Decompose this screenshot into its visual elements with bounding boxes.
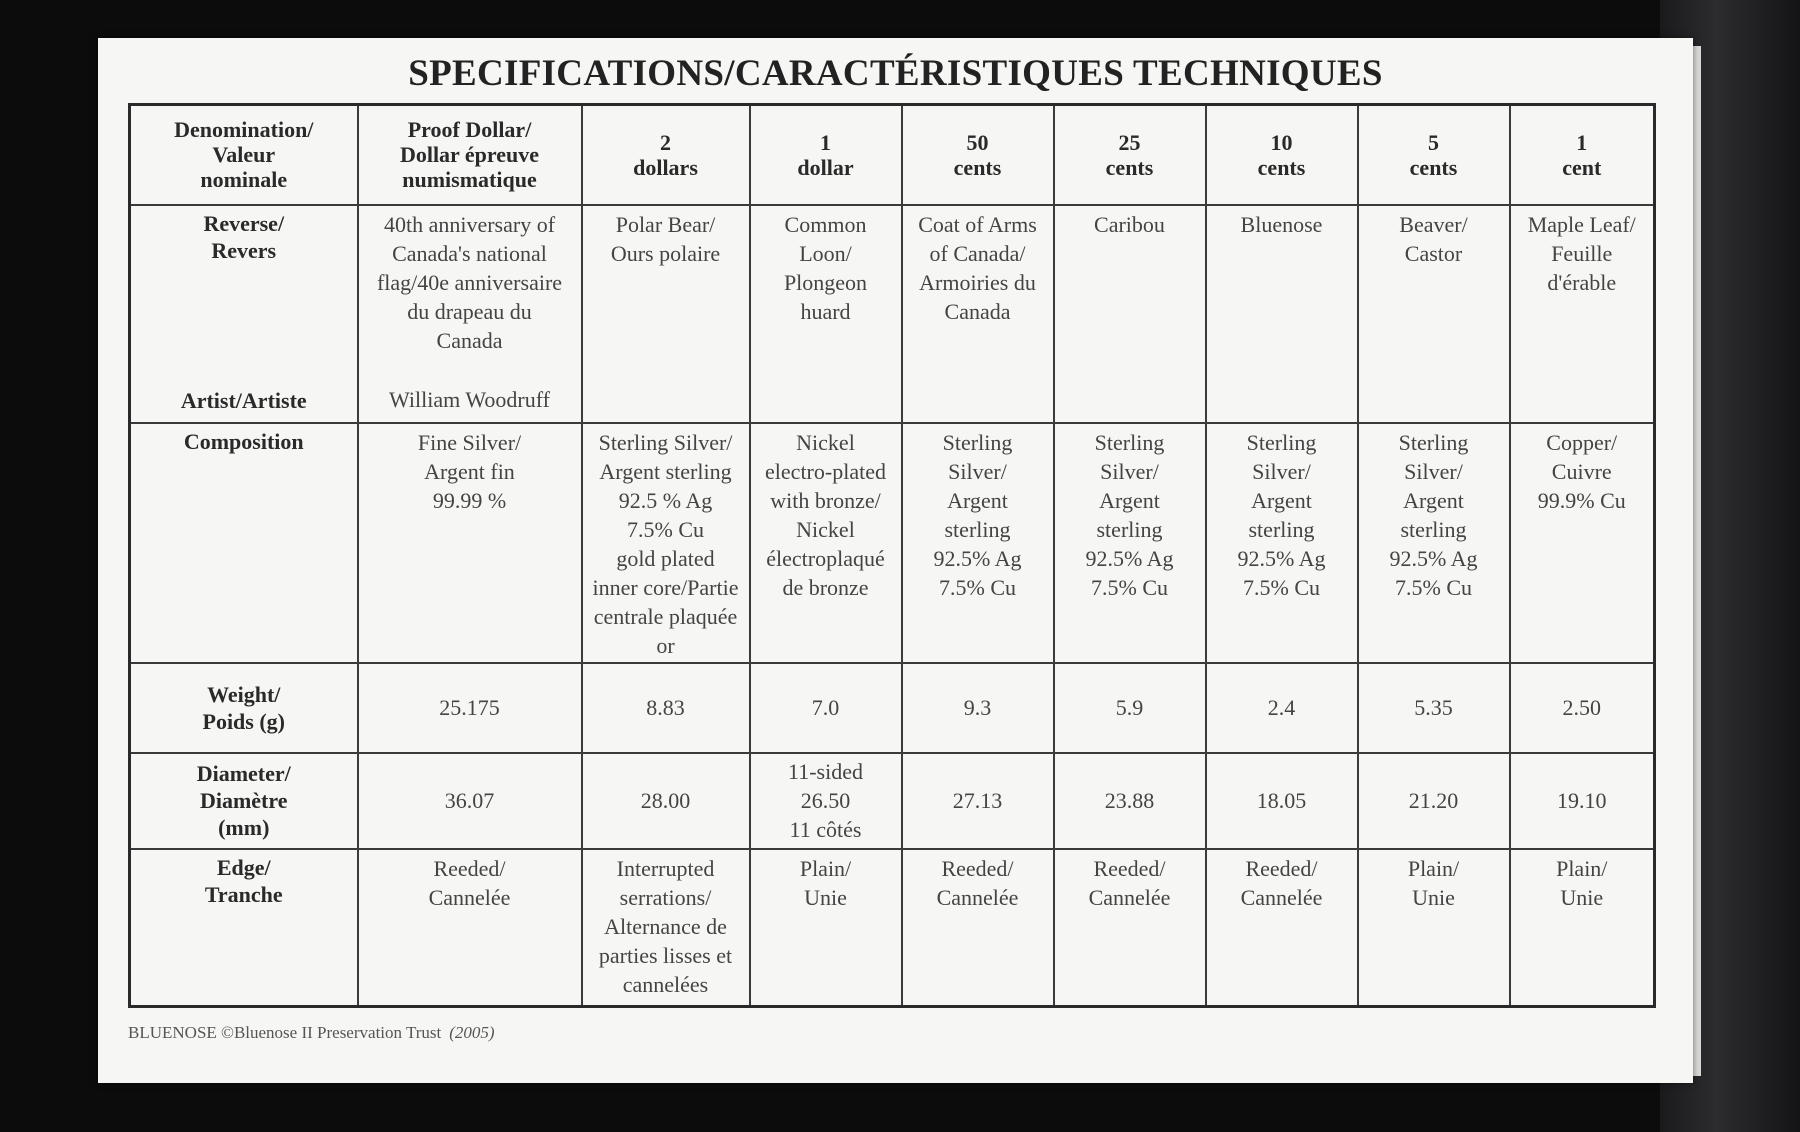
artist-label: Artist/Artiste xyxy=(180,387,307,413)
cell-line: cents xyxy=(1105,154,1154,180)
cell-line: 99.99 % xyxy=(432,487,507,513)
cell-line: 7.5% Cu xyxy=(1091,574,1168,600)
copyright-year: (2005) xyxy=(449,1023,495,1042)
cell-line: Diameter/ xyxy=(196,761,291,786)
cell-line: flag/40e anniversaire xyxy=(376,269,563,295)
header-col-4 xyxy=(1054,105,1206,205)
cell-line: Bluenose xyxy=(1240,211,1323,237)
header-col-5 xyxy=(1206,105,1358,205)
cell-line: 1 xyxy=(1576,129,1588,155)
reverse-col-1 xyxy=(582,205,750,423)
cell-line: Castor xyxy=(1404,240,1463,266)
cell-line: 92.5% Ag xyxy=(1389,545,1478,571)
cell-line: Valeur xyxy=(212,142,276,168)
cell-line: Edge/ xyxy=(216,854,271,880)
cell-line: Nickel xyxy=(796,516,855,542)
cell-line: 23.88 xyxy=(1104,788,1155,813)
edge-row xyxy=(130,849,1655,1007)
cell-line: cannelées xyxy=(622,971,709,997)
cell-line: nominale xyxy=(200,167,288,193)
cell-line: 9.3 xyxy=(963,695,992,720)
cell-line: 5 xyxy=(1428,129,1439,155)
weight-col-1 xyxy=(582,663,750,753)
cell-line: Argent xyxy=(1403,487,1464,513)
diameter-col-3 xyxy=(902,753,1054,849)
cell-line: Loon/ xyxy=(799,240,852,266)
header-col-1 xyxy=(582,105,750,205)
diameter-col-2 xyxy=(750,753,902,849)
edge-col-5 xyxy=(1206,849,1358,1007)
cell-line: Copper/ xyxy=(1546,429,1618,455)
weight-col-5 xyxy=(1206,663,1358,753)
cell-line: Common xyxy=(784,211,867,237)
cell-line: Diamètre xyxy=(199,788,288,813)
reverse-row xyxy=(130,205,1655,423)
weight-label-cell xyxy=(130,663,358,753)
edge-col-6 xyxy=(1358,849,1510,1007)
cell-line: Ours polaire xyxy=(610,240,721,266)
cell-line: 7.5% Cu xyxy=(627,516,704,542)
cell-line: serrations/ xyxy=(619,884,712,910)
cell-line: Silver/ xyxy=(948,458,1007,484)
diameter-col-7 xyxy=(1510,753,1655,849)
cell-line: Dollar épreuve xyxy=(399,142,540,168)
edge-col-4 xyxy=(1054,849,1206,1007)
diameter-col-4 xyxy=(1054,753,1206,849)
cell-line: Cannelée xyxy=(1088,884,1171,910)
diameter-col-0 xyxy=(358,753,582,849)
cell-line: 5.35 xyxy=(1414,695,1453,720)
cell-line: Feuille xyxy=(1551,240,1613,266)
edge-col-1 xyxy=(582,849,750,1007)
page-title: SPECIFICATIONS/CARACTÉRISTIQUES TECHNIQUES xyxy=(408,53,1383,94)
spec-card xyxy=(98,38,1693,1083)
cell-line: Reeded/ xyxy=(1245,855,1318,881)
cell-line: 21.20 xyxy=(1408,788,1459,813)
cell-line: huard xyxy=(800,298,851,324)
cell-line: d'érable xyxy=(1547,269,1617,295)
cell-line: Alternance de xyxy=(604,913,727,939)
cell-line: Composition xyxy=(183,428,304,454)
edge-col-7 xyxy=(1510,849,1655,1007)
card-edge xyxy=(1693,46,1701,1076)
reverse-col-7 xyxy=(1510,205,1655,423)
cell-line: 8.83 xyxy=(646,695,685,720)
diameter-label-cell xyxy=(130,753,358,849)
cell-line: (mm) xyxy=(218,815,270,840)
header-col-2 xyxy=(750,105,902,205)
edge-label-cell xyxy=(130,849,358,1007)
cell-line: du drapeau du xyxy=(407,298,532,324)
cell-line: Proof Dollar/ xyxy=(407,117,532,143)
cell-line: sterling xyxy=(1096,516,1163,542)
weight-col-3 xyxy=(902,663,1054,753)
cell-line: Reverse/ xyxy=(203,210,285,236)
cell-line: Silver/ xyxy=(1252,458,1311,484)
cell-line: 26.50 xyxy=(800,788,851,813)
cell-line: Canada xyxy=(944,298,1011,324)
weight-col-2 xyxy=(750,663,902,753)
header-col-7 xyxy=(1510,105,1655,205)
cell-line: sterling xyxy=(944,516,1011,542)
header-col-6 xyxy=(1358,105,1510,205)
cell-line: Revers xyxy=(211,237,277,263)
cell-line: Beaver/ xyxy=(1399,211,1468,237)
cell-line: Silver/ xyxy=(1100,458,1159,484)
spec-table xyxy=(128,103,1656,1008)
cell-line: 18.05 xyxy=(1256,788,1307,813)
cell-line: Tranche xyxy=(204,881,283,907)
cell-line: Weight/ xyxy=(207,681,281,707)
cell-line: Canada's national xyxy=(392,240,547,266)
weight-col-4 xyxy=(1054,663,1206,753)
cell-line: 2.50 xyxy=(1562,695,1601,720)
cell-line: Reeded/ xyxy=(1093,855,1166,881)
cell-line: sterling xyxy=(1400,516,1467,542)
weight-col-0 xyxy=(358,663,582,753)
cell-line: 92.5% Ag xyxy=(933,545,1022,571)
cell-line: 92.5% Ag xyxy=(1237,545,1326,571)
reverse-col-5 xyxy=(1206,205,1358,423)
cell-line: sterling xyxy=(1248,516,1315,542)
diameter-col-1 xyxy=(582,753,750,849)
cell-line: 7.5% Cu xyxy=(1243,574,1320,600)
cell-line: 11-sided xyxy=(788,759,863,784)
cell-line: Canada xyxy=(436,327,503,353)
cell-line: 28.00 xyxy=(640,788,691,813)
cell-line: Cannelée xyxy=(936,884,1019,910)
composition-col-2 xyxy=(750,423,902,663)
cell-line: cents xyxy=(1257,154,1306,180)
composition-row xyxy=(130,423,1655,663)
cell-line: Sterling xyxy=(1094,429,1165,455)
cell-line: Poids (g) xyxy=(202,708,285,734)
cell-line: Armoiries du xyxy=(919,269,1036,295)
cell-line: Sterling xyxy=(1246,429,1317,455)
weight-col-6 xyxy=(1358,663,1510,753)
composition-col-6 xyxy=(1358,423,1510,663)
cell-line: Argent xyxy=(947,487,1008,513)
reverse-col-4 xyxy=(1054,205,1206,423)
reverse-col-0 xyxy=(358,205,582,423)
cell-line: Unie xyxy=(1412,884,1455,910)
reverse-col-6 xyxy=(1358,205,1510,423)
diameter-col-6 xyxy=(1358,753,1510,849)
weight-col-7 xyxy=(1510,663,1655,753)
composition-col-5 xyxy=(1206,423,1358,663)
cell-line: 1 xyxy=(820,129,831,155)
reverse-col-2 xyxy=(750,205,902,423)
cell-line: Plain/ xyxy=(1407,855,1460,881)
cell-line: cent xyxy=(1562,154,1602,180)
cell-line: Fine Silver/ xyxy=(417,429,522,455)
cell-line: cents xyxy=(953,154,1002,180)
cell-line: 27.13 xyxy=(952,788,1003,813)
composition-col-3 xyxy=(902,423,1054,663)
diameter-row xyxy=(130,753,1655,849)
cell-line: 19.10 xyxy=(1557,788,1607,813)
copyright-text: BLUENOSE ©Bluenose II Preservation Trust xyxy=(128,1023,442,1042)
cell-line: 92.5% Ag xyxy=(1085,545,1174,571)
cell-line: 99.9% Cu xyxy=(1537,487,1626,513)
cell-line: Denomination/ xyxy=(174,117,314,143)
cell-line: Unie xyxy=(1560,884,1604,910)
cell-line: 25.175 xyxy=(439,695,500,720)
cell-line: Cannelée xyxy=(1240,884,1323,910)
cell-line: of Canada/ xyxy=(929,240,1026,266)
reverse-col-3 xyxy=(902,205,1054,423)
reverse-col-0-text xyxy=(361,210,579,355)
cell-line: centrale plaquée xyxy=(593,603,738,629)
cell-line: Argent xyxy=(1251,487,1312,513)
cell-line: Cannelée xyxy=(428,884,511,910)
cell-line: 92.5 % Ag xyxy=(618,487,713,513)
cell-line: Sterling xyxy=(1398,429,1469,455)
cell-line: cents xyxy=(1409,154,1458,180)
cell-line: 5.9 xyxy=(1115,695,1144,720)
composition-label-cell xyxy=(130,423,358,663)
cell-line: électroplaqué xyxy=(766,545,885,571)
denomination-label-cell xyxy=(130,105,358,205)
composition-col-7 xyxy=(1510,423,1655,663)
cell-line: Plain/ xyxy=(1556,855,1608,881)
header-row xyxy=(130,105,1655,205)
cell-line: 10 xyxy=(1270,129,1293,155)
edge-col-0 xyxy=(358,849,582,1007)
cell-line: 50 xyxy=(966,129,989,155)
cell-line: 7.0 xyxy=(811,695,840,720)
cell-line: dollar xyxy=(797,154,854,180)
cell-line: Nickel xyxy=(796,429,855,455)
cell-line: dollars xyxy=(633,154,698,180)
artist-name: William Woodruff xyxy=(389,386,550,412)
reverse-label xyxy=(133,210,355,264)
cell-line: 11 côtés xyxy=(789,817,862,842)
composition-col-0 xyxy=(358,423,582,663)
cell-line: Plain/ xyxy=(799,855,852,881)
cell-line: gold plated xyxy=(616,545,715,571)
edge-col-2 xyxy=(750,849,902,1007)
cell-line: 7.5% Cu xyxy=(939,574,1016,600)
cell-line: de bronze xyxy=(782,574,869,600)
cell-line: 40th anniversary of xyxy=(383,211,556,237)
cell-line: Silver/ xyxy=(1404,458,1463,484)
composition-col-4 xyxy=(1054,423,1206,663)
diameter-col-5 xyxy=(1206,753,1358,849)
cell-line: numismatique xyxy=(402,167,537,193)
copyright-footer xyxy=(128,1023,495,1043)
cell-line: Sterling Silver/ xyxy=(598,429,733,455)
composition-col-1 xyxy=(582,423,750,663)
cell-line: Plongeon xyxy=(783,269,868,295)
cell-line: 2 xyxy=(660,129,671,155)
cell-line: Argent fin xyxy=(424,458,515,484)
cell-line: Unie xyxy=(804,884,847,910)
cell-line: Interrupted xyxy=(616,855,715,881)
weight-row xyxy=(130,663,1655,753)
cell-line: or xyxy=(656,632,675,658)
cell-line: with bronze/ xyxy=(770,487,881,513)
cell-line: Reeded/ xyxy=(433,855,506,881)
cell-line: Caribou xyxy=(1094,211,1165,237)
cell-line: 2.4 xyxy=(1267,695,1296,720)
cell-line: Reeded/ xyxy=(941,855,1014,881)
cell-line: Sterling xyxy=(942,429,1013,455)
cell-line: 7.5% Cu xyxy=(1395,574,1472,600)
cell-line: Argent xyxy=(1099,487,1160,513)
reverse-label-cell xyxy=(130,205,358,423)
cell-line: parties lisses et xyxy=(598,942,733,968)
cell-line: electro-plated xyxy=(765,458,886,484)
cell-line: Polar Bear/ xyxy=(615,211,716,237)
cell-line: Maple Leaf/ xyxy=(1527,211,1636,237)
cell-line: inner core/Partie xyxy=(592,574,739,600)
header-col-0 xyxy=(358,105,582,205)
cell-line: Coat of Arms xyxy=(918,211,1037,237)
cell-line: 25 xyxy=(1118,129,1141,155)
edge-col-3 xyxy=(902,849,1054,1007)
header-col-3 xyxy=(902,105,1054,205)
cell-line: Argent sterling xyxy=(599,458,732,484)
cell-line: 36.07 xyxy=(444,788,495,813)
cell-line: Cuivre xyxy=(1551,458,1612,484)
